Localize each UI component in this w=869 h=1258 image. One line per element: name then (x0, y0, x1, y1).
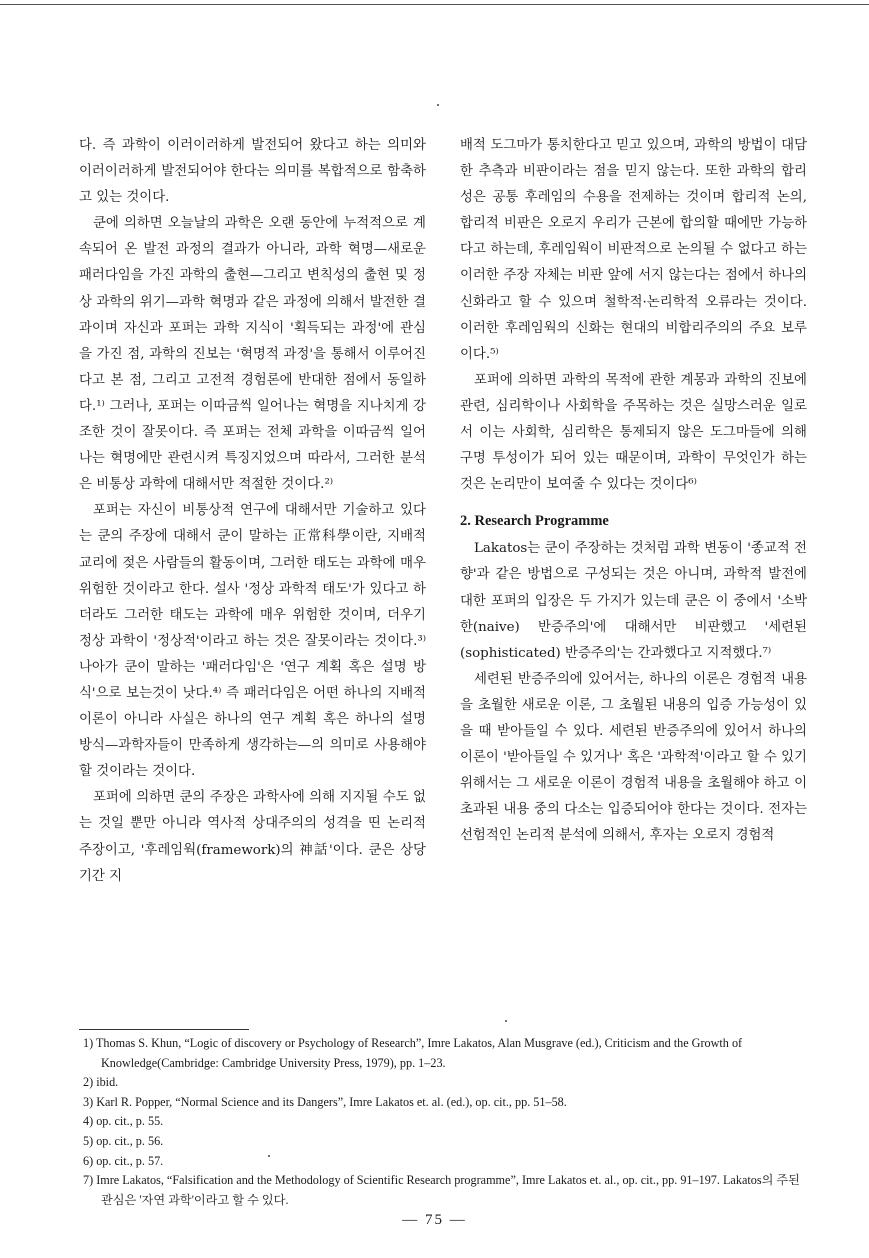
left-column (79, 133, 426, 890)
right-column (460, 133, 807, 849)
footnote: 6) op. cit., p. 57. (83, 1153, 164, 1168)
scan-speck (505, 1020, 507, 1022)
paragraph: 세련된 반증주의에 있어서는, 하나의 이론은 경험적 내용을 초월한 새로운 이론, 그 초월된 내용의 입증 가능성이 있을 때 받아들일 수 있다. 세련된 반증주의에 있어서 하나의 이론이 '받아들일 수 있거나' 혹은 '과학적'이라고 할 수 있기 위해서는 그 새로운 이론이 경험적 내용을 초월해야 하고 이 초과된 내용 중의 다소는 입증되어야 한다는 것이다. 전자는 선험적인 논리적 분석에 의해서, 후자는 오로지 경험적 (460, 671, 807, 844)
footnote: 3) Karl R. Popper, “Normal Science and its Dangers”, Imre Lakatos et. al. (ed.), op. cit., pp. 51–58. (83, 1094, 567, 1109)
paragraph: Lakatos는 쿤이 주장하는 것처럼 과학 변동이 '종교적 전향'과 같은 방법으로 구성되는 것은 아니며, 과학적 발전에 대한 포퍼의 입장은 두 가지가 있는데 쿤은 이 중에서 '소박한(naive) 반증주의'에 대해서만 비판했고 '세련된(sophisticated) 반증주의'는 간과했다고 지적했다.⁷⁾ (460, 541, 807, 661)
top-border-line (0, 4, 869, 5)
section-heading: 2. Research Programme (460, 513, 609, 530)
paragraph: 배적 도그마가 통치한다고 믿고 있으며, 과학의 방법이 대담한 추측과 비판이라는 점을 믿지 않는다. 또한 과학의 합리성은 공통 후레임의 수용을 전제하는 것이며 합리적 논의, 합리적 비판은 오로지 우리가 근본에 합의할 때에만 가능하다고 하는데, 후레임웍이 비판적으로 논의될 수 없다고 하는 이러한 주장 자체는 비판 앞에 서지 않는다는 점에서 하나의 신화라고 할 수 있으며 철학적·논리학적 오류라는 것이다. 이러한 후레임웍의 신화는 현대의 비합리주의의 주요 보루이다.⁵⁾ (460, 138, 807, 362)
paragraph: 쿤에 의하면 오늘날의 과학은 오랜 동안에 누적적으로 계속되어 온 발전 과정의 결과가 아니라, 과학 혁명—새로운 패러다임을 가진 과학의 출현—그리고 변칙성의 출현 및 정상 과학의 위기—과학 혁명과 같은 과정에 의해서 발전한 결과이며 자신과 포퍼는 과학 지식이 '획득되는 과정'에 관심을 가진 점, 과학의 진보는 '혁명적 과정'을 통해서 이루어진다고 본 점, 그리고 고전적 경험론에 반대한 점에서 동일하다.¹⁾ 그러나, 포퍼는 이따금씩 일어나는 혁명을 지나치게 강조한 것이 잘못이다. 즉 포퍼는 전체 과학을 이따금씩 일어나는 혁명에만 관련시켜 특징지었으며 따라서, 그러한 분석은 비통상 과학에 대해서만 적절한 것이다.²⁾ (79, 216, 426, 493)
footnote: 7) Imre Lakatos, “Falsification and the Methodology of Scientific Research programme”, Imre Lakatos et. al., op. cit., pp. 91–197. Lakatos의 주된 관심은 '자연 과학'이라고 할 수 있다. (83, 1173, 800, 1207)
footnotes (79, 1034, 814, 1210)
footnote-divider (79, 1029, 249, 1030)
footnote: 1) Thomas S. Khun, “Logic of discovery or Psychology of Research”, Imre Lakatos, Alan Musgrave (ed.), Criticism and the Growth of Knowledge(Cambridge: Cambridge University Press, 1979), pp. 1–23. (83, 1036, 743, 1070)
scan-speck (268, 1155, 270, 1157)
page-number: — 75 — (402, 1212, 467, 1228)
footnote: 5) op. cit., p. 56. (83, 1133, 164, 1148)
paragraph: 포퍼는 자신이 비통상적 연구에 대해서만 기술하고 있다는 쿤의 주장에 대해서 쿤이 말하는 正常科學이란, 지배적 교리에 젖은 사람들의 활동이며, 그러한 태도는 과학에 매우 위험한 것이라고 한다. 설사 '정상 과학적 태도'가 있다고 하더라도 그러한 태도는 과학에 매우 위험한 것이며, 더우기 정상 과학이 '정상적'이라고 하는 것은 잘못이라는 것이다.³⁾ 나아가 쿤이 말하는 '패러다임'은 '연구 계획 혹은 설명 방식'으로 보는것이 낫다.⁴⁾ 즉 패러다임은 어떤 하나의 지배적 이론이 아니라 사실은 하나의 연구 계획 혹은 하나의 설명 방식—과학자들이 만족하게 생각하는—의 의미로 사용해야 할 것이라는 것이다. (79, 503, 426, 780)
paragraph: 포퍼에 의하면 쿤의 주장은 과학사에 의해 지지될 수도 없는 것일 뿐만 아니라 역사적 상대주의의 성격을 띤 논리적 주장이고, '후레임웍(framework)의 神話'이다. 쿤은 상당 기간 지 (79, 790, 426, 884)
scan-speck (437, 104, 439, 106)
footnote: 2) ibid. (83, 1075, 119, 1090)
footnote: 4) op. cit., p. 55. (83, 1114, 164, 1129)
paragraph: 다. 즉 과학이 이러이러하게 발전되어 왔다고 하는 의미와 이러이러하게 발전되어야 한다는 의미를 복합적으로 함축하고 있는 것이다. (79, 138, 426, 206)
paragraph: 포퍼에 의하면 과학의 목적에 관한 계몽과 과학의 진보에 관련, 심리학이나 사회학을 주목하는 것은 실망스러운 일로서 이는 사회학, 심리학은 통제되지 않은 도그마들에 의해 구명 투성이가 되어 있는 때문이며, 과학이 무엇인가 하는 것은 논리만이 보여줄 수 있다는 것이다⁶⁾ (460, 372, 807, 493)
